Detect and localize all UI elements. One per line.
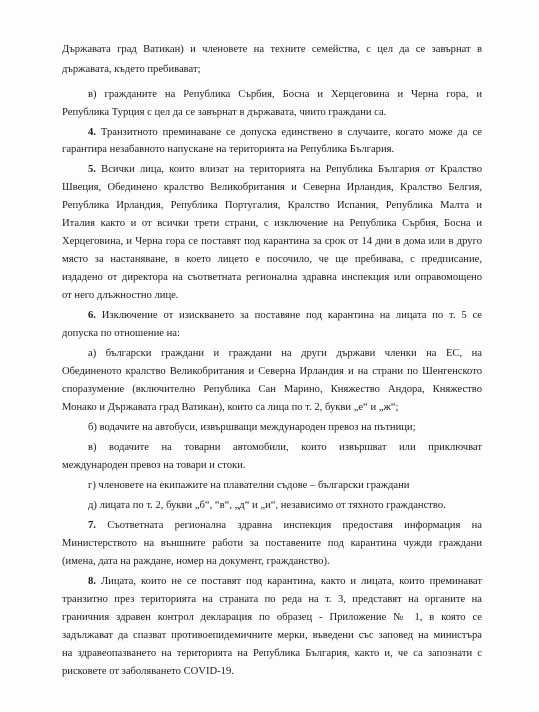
text-run: Монако и Държавата град Ватикан), които са лица по т. 2, букви „е“ и „ж“; — [62, 402, 399, 413]
text-run: Транзитното преминаване се допуска единствено в случаите, когато може да се — [95, 127, 482, 138]
text-line — [62, 218, 482, 230]
text-run: Херцеговина, и Черна гора се поставят под карантина за срок от 14 дни в дома или в друго — [62, 236, 482, 247]
text-line — [88, 164, 482, 176]
text-run: Изключение от изискването за поставяне под карантина на лицата по т. 5 се — [95, 310, 482, 321]
item-number: 7. — [88, 520, 96, 531]
text-run: (имена, дата на раждане, номер на документ, гражданство). — [62, 556, 330, 567]
text-line — [62, 290, 482, 302]
item-number: 6. — [88, 310, 96, 321]
text-line — [62, 64, 482, 76]
text-line — [88, 310, 482, 322]
text-run: Съответната регионална здравна инспекция предоставя информация на — [95, 520, 482, 531]
text-run: Лицата, които не се поставят под карантина, както и лицата, които преминават — [95, 576, 482, 587]
text-run: място за настаняване, в което лицето е посочило, че ще пребивава, с предписание, — [62, 254, 482, 265]
text-run: рисковете от заболяването COVID-19. — [62, 666, 234, 677]
text-line — [88, 348, 482, 360]
text-line — [88, 576, 482, 588]
text-run: транзитно през територията на страната по реда на т. 3, представят на органите на — [62, 594, 482, 605]
text-line — [62, 272, 482, 284]
item-number: 5. — [88, 164, 96, 175]
text-line — [62, 402, 482, 414]
text-line — [88, 520, 482, 532]
text-run: международен превоз на товари и стоки. — [62, 460, 246, 471]
text-run: г) членовете на екипажите на плавателни съдове – български граждани — [88, 480, 410, 491]
text-line — [62, 144, 482, 156]
text-line — [88, 442, 482, 454]
text-run: споразумение (включително Република Сан Марино, Княжество Андора, Княжество — [62, 384, 482, 395]
text-line — [62, 200, 482, 212]
text-run: Обединеното кралство Великобритания и Северна Ирландия и на страни по Шенгенското — [62, 366, 482, 377]
text-run: а) български граждани и граждани на други държави членки на ЕС, на — [88, 348, 482, 359]
text-line — [62, 254, 482, 266]
text-run: задължават да спазват противоепидемичните мерки, въведени със заповед на министъра — [62, 630, 482, 641]
text-line — [88, 500, 482, 512]
text-run: на здравеопазването на територията на Република България, както и, че са запознати с — [62, 648, 482, 659]
text-line — [62, 538, 482, 550]
text-run: Република Ирландия, Република Португалия, Кралство Испания, Република Малта и — [62, 200, 482, 211]
text-run: д) лицата по т. 2, букви „б“, “в“, „д“ и „и“, независимо от тяхното гражданство. — [88, 500, 446, 511]
text-line — [62, 556, 482, 568]
text-line — [62, 44, 482, 56]
text-run: в) водачите на товарни автомобили, които извършват или приключват — [88, 442, 482, 453]
text-line — [62, 236, 482, 248]
text-line — [62, 107, 482, 119]
text-run: Всички лица, които влизат на територията на Република България от Кралство — [95, 164, 482, 175]
text-line — [62, 594, 482, 606]
text-run: Държавата град Ватикан) и членовете на техните семейства, с цел да се завърнат в — [62, 44, 482, 55]
text-run: гарантира незабавното напускане на територията на Република България. — [62, 144, 395, 155]
text-line — [88, 89, 482, 101]
text-line — [62, 366, 482, 378]
text-run: държавата, където пребивават; — [62, 64, 201, 75]
text-run: Швеция, Обединено кралство Великобритания и Северна Ирландия, Кралство Белгия, — [62, 182, 482, 193]
text-line — [88, 480, 482, 492]
text-line — [62, 328, 482, 340]
text-line — [88, 422, 482, 434]
text-line — [62, 666, 482, 678]
text-run: Република Турция с цел да се завърнат в държавата, чиито граждани са. — [62, 107, 387, 118]
text-run: издадено от директора на съответната регионална здравна инспекция или оправомощено — [62, 272, 482, 283]
text-run: Министерството на външните работи за поставените под карантина чужди граждани — [62, 538, 482, 549]
text-run: допуска по отношение на: — [62, 328, 180, 339]
text-run: б) водачите на автобуси, извършващи международен превоз на пътници; — [88, 422, 416, 433]
text-run: от него длъжностно лице. — [62, 290, 179, 301]
item-number: 8. — [88, 576, 96, 587]
text-line — [88, 127, 482, 139]
text-line — [62, 182, 482, 194]
text-line — [62, 460, 482, 472]
text-line — [62, 648, 482, 660]
text-line — [62, 612, 482, 624]
text-run: Италия както и от всички трети страни, с изключение на Република Сърбия, Босна и — [62, 218, 482, 229]
text-run: граничния здравен контрол декларация по образец - Приложение № 1, в която се — [62, 612, 482, 623]
item-number: 4. — [88, 127, 96, 138]
text-line — [62, 630, 482, 642]
text-run: в) гражданите на Република Сърбия, Босна и Херцеговина и Черна гора, и — [88, 89, 482, 100]
text-line — [62, 384, 482, 396]
